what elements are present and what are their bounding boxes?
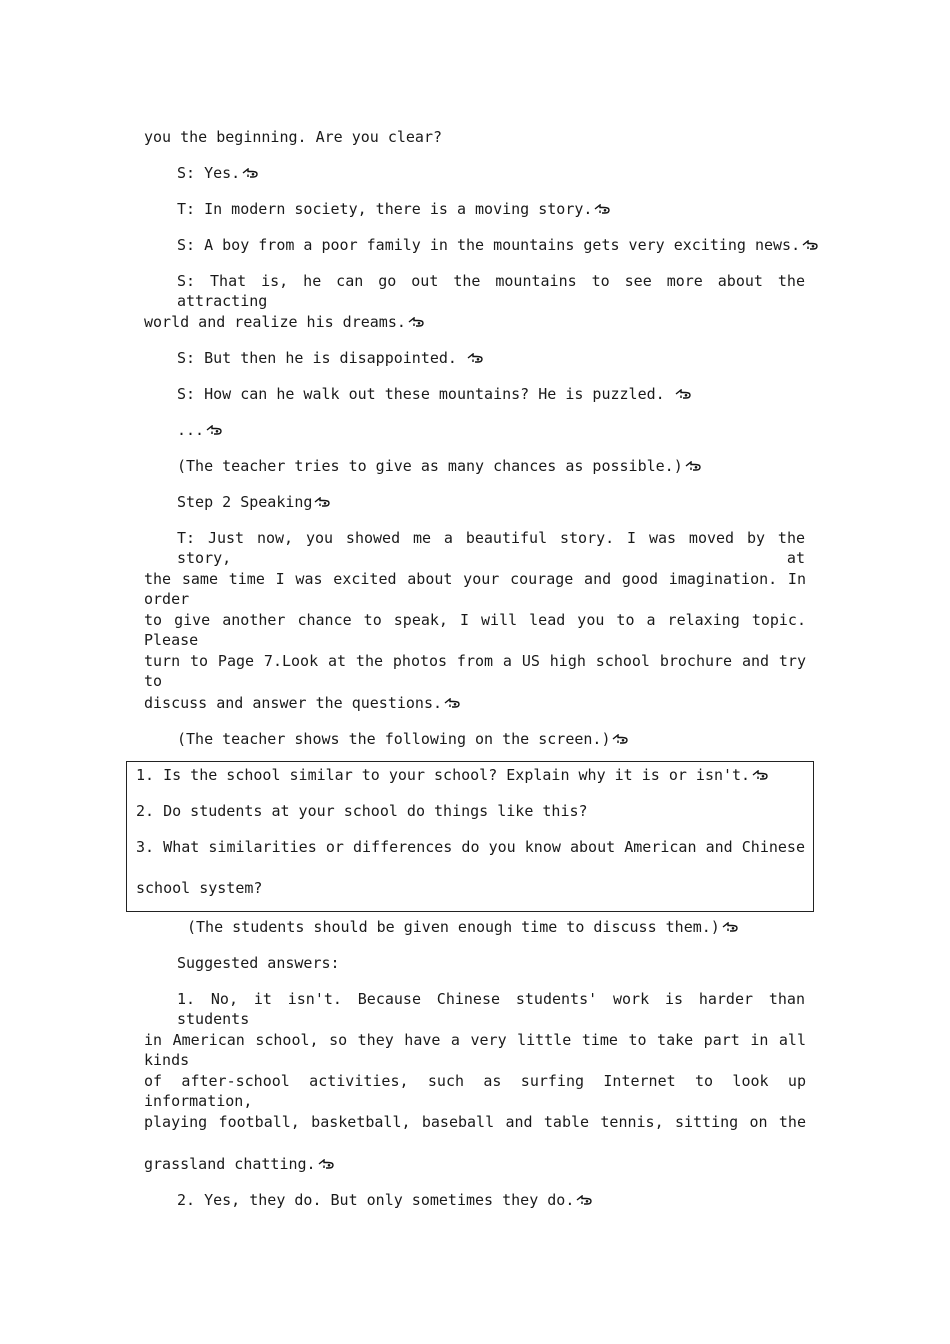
line-text: (The teacher shows the following on the screen.) <box>177 730 611 748</box>
paragraph-mark-icon <box>722 922 738 932</box>
paragraph-mark-icon <box>612 734 628 744</box>
text-line <box>177 456 701 476</box>
paragraph-mark-icon <box>594 204 610 214</box>
question-line: school system? <box>136 879 263 897</box>
paragraph-mark-icon <box>802 240 818 250</box>
text-line: S: That is, he can go out the mountains to see more about the attracting <box>177 272 805 310</box>
line-text: Step 2 Speaking <box>177 493 313 511</box>
line-text: (The teacher tries to give as many chances as possible.) <box>177 457 683 475</box>
text-line <box>177 1190 592 1210</box>
text-line <box>144 312 424 332</box>
text-line: to give another chance to speak, I will lead you to a relaxing topic. Please <box>144 611 806 649</box>
text-line: the same time I was excited about your courage and good imagination. In order <box>144 570 806 608</box>
text-line <box>177 199 610 219</box>
paragraph-mark-icon <box>444 698 460 708</box>
text-line: of after-school activities, such as surfing Internet to look up information, <box>144 1072 806 1110</box>
question-line: 2. Do students at your school do things like this? <box>136 802 588 820</box>
line-text: 2. Yes, they do. But only sometimes they do. <box>177 1191 575 1209</box>
text-line <box>177 729 628 749</box>
paragraph-mark-icon <box>314 497 330 507</box>
line-text: you the beginning. Are you clear? <box>144 128 443 146</box>
text-line <box>177 420 222 440</box>
text-line <box>177 384 691 404</box>
text-line <box>177 235 818 255</box>
paragraph-mark-icon <box>242 168 258 178</box>
paragraph-mark-icon <box>467 353 483 363</box>
text-line <box>144 127 442 147</box>
text-line <box>177 163 258 183</box>
paragraph-mark-icon <box>408 317 424 327</box>
text-line: Suggested answers: <box>177 954 340 972</box>
text-line: in American school, so they have a very little time to take part in all kinds <box>144 1031 806 1069</box>
text-line: T: Just now, you showed me a beautiful story. I was moved by the story, at <box>177 529 805 567</box>
paragraph-mark-icon <box>318 1159 334 1169</box>
line-text: (The students should be given enough time to discuss them.) <box>187 918 720 936</box>
text-line <box>187 917 738 937</box>
line-text: discuss and answer the questions. <box>144 694 443 712</box>
question-line: 3. What similarities or differences do you know about American and Chinese <box>136 838 805 856</box>
section-heading <box>177 492 330 512</box>
line-text: 1. Is the school similar to your school? Explain why it is or isn't. <box>136 766 751 784</box>
paragraph-mark-icon <box>685 461 701 471</box>
text-line: turn to Page 7.Look at the photos from a US high school brochure and try to <box>144 652 806 690</box>
text-line: 1. No, it isn't. Because Chinese students' work is harder than students <box>177 990 805 1028</box>
line-text: grassland chatting. <box>144 1155 316 1173</box>
line-text: S: But then he is disappointed. <box>177 349 457 367</box>
question-line <box>136 765 768 785</box>
line-text: S: A boy from a poor family in the mountains gets very exciting news. <box>177 236 801 254</box>
paragraph-mark-icon <box>206 425 222 435</box>
line-text: S: Yes. <box>177 164 241 182</box>
line-text: S: How can he walk out these mountains? He is puzzled. <box>177 385 665 403</box>
paragraph-mark-icon <box>675 389 691 399</box>
text-line <box>144 693 460 713</box>
text-line: playing football, basketball, baseball and table tennis, sitting on the <box>144 1113 806 1131</box>
line-text: world and realize his dreams. <box>144 313 406 331</box>
line-text: ... <box>177 421 205 439</box>
paragraph-mark-icon <box>752 770 768 780</box>
text-line <box>177 348 483 368</box>
text-line <box>144 1154 334 1174</box>
paragraph-mark-icon <box>576 1195 592 1205</box>
line-text: T: In modern society, there is a moving story. <box>177 200 593 218</box>
